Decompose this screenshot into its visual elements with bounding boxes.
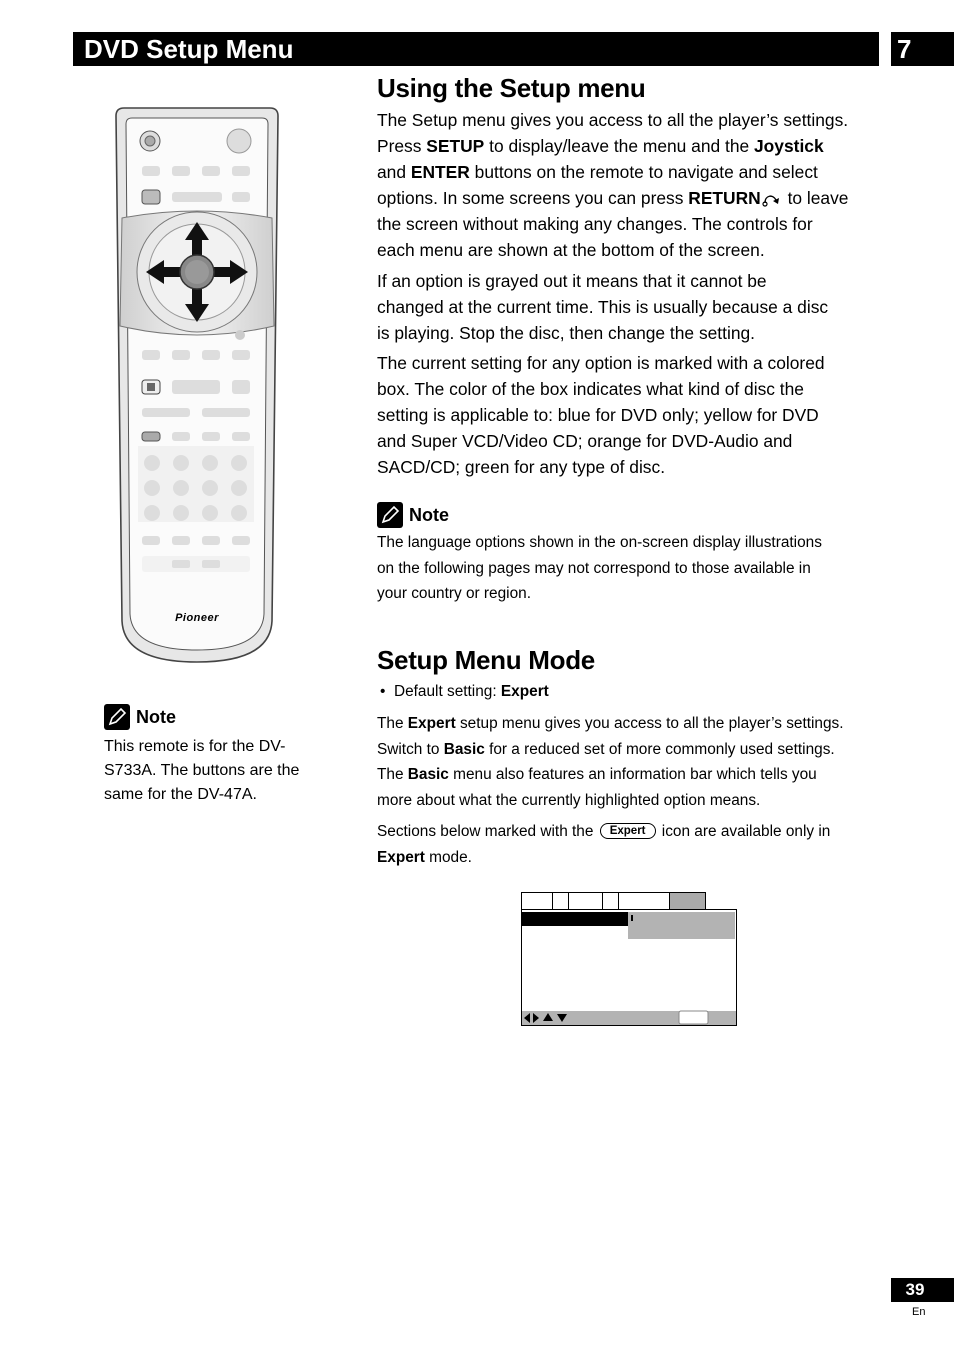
basic-term: Basic <box>407 766 449 783</box>
text-line: and Super VCD/Video CD; orange for DVD-Audio and <box>377 431 793 451</box>
setup-mode-paragraph-2 <box>377 819 887 870</box>
left-note-text <box>104 735 299 807</box>
bullet: • <box>380 683 394 700</box>
right-note-text <box>377 530 877 607</box>
expert-term: Expert <box>377 848 425 866</box>
text-span: Switch to <box>377 740 444 758</box>
text-span: setup menu gives you access to all the player’s settings. <box>455 715 844 732</box>
using-setup-paragraph-3 <box>377 350 887 480</box>
text-line: each menu are shown at the bottom of the screen. <box>377 240 765 260</box>
note-line: The language options shown in the on-screen display illustrations <box>377 534 822 551</box>
text-line: setting is applicable to: blue for DVD only; yellow for DVD <box>377 405 819 425</box>
return-arrow-icon <box>761 191 783 207</box>
text-line <box>377 185 887 211</box>
osd-setup-screen-illustration <box>521 892 737 1026</box>
section-heading-using-setup: Using the Setup menu <box>377 73 646 103</box>
joystick-key-label: Joystick <box>754 136 824 156</box>
chapter-number: 7 <box>897 34 912 64</box>
setup-key-label: SETUP <box>426 136 485 156</box>
text-line <box>377 845 887 871</box>
note-label: Note <box>409 504 449 525</box>
page-number-box <box>891 1278 954 1302</box>
header-bar <box>73 32 879 66</box>
text-line <box>377 819 887 845</box>
text-span: Default setting: <box>393 683 501 700</box>
text-span: buttons on the remote to navigate and select <box>469 162 818 182</box>
text-line <box>377 762 887 788</box>
text-span: options. In some screens you can press <box>377 188 689 208</box>
text-line <box>377 737 887 763</box>
text-span: to display/leave the menu and the <box>484 136 755 156</box>
text-span: The <box>377 766 408 783</box>
note-line: on the following pages may not correspond to those available in <box>377 559 811 577</box>
text-line: The current setting for any option is marked with a colored <box>377 353 825 373</box>
note-line: This remote is for the DV- <box>104 738 286 755</box>
text-line: If an option is grayed out it means that it cannot be <box>377 271 767 291</box>
page-title: DVD Setup Menu <box>84 34 294 64</box>
language-code: En <box>912 1306 926 1318</box>
text-line: more about what the currently highlighted option means. <box>377 791 761 809</box>
pencil-note-icon <box>377 502 403 528</box>
return-key-label: RETURN <box>688 188 761 208</box>
note-label: Note <box>136 706 176 727</box>
text-span: menu also features an information bar which tells you <box>448 766 817 783</box>
chapter-tab <box>891 32 954 66</box>
page-number: 39 <box>905 1280 925 1299</box>
text-line: the screen without making any changes. The controls for <box>377 214 813 234</box>
expert-term: Expert <box>407 715 456 732</box>
text-span: mode. <box>424 848 472 866</box>
note-line: S733A. The buttons are the <box>104 762 300 779</box>
expert-badge-icon: Expert <box>600 823 656 839</box>
text-span: to leave <box>782 188 849 208</box>
note-line: your country or region. <box>377 585 531 602</box>
remote-brand-logo: Pioneer <box>175 612 219 624</box>
text-line <box>377 159 887 185</box>
text-span: Press <box>377 136 427 156</box>
right-note-heading <box>377 502 449 528</box>
text-span: icon are available only in <box>657 823 831 840</box>
text-span: and <box>377 162 411 182</box>
text-span: Sections below marked with the <box>377 823 598 840</box>
setup-mode-paragraph-1 <box>377 711 887 813</box>
text-span: for a reduced set of more commonly used settings. <box>484 740 835 758</box>
basic-term: Basic <box>443 740 485 758</box>
text-line: changed at the current time. This is usually because a disc <box>377 297 829 317</box>
default-value: Expert <box>500 683 549 700</box>
section-heading-setup-mode: Setup Menu Mode <box>377 645 595 675</box>
text-line <box>377 133 887 159</box>
text-span: The <box>377 715 408 732</box>
note-line: same for the DV-47A. <box>104 786 257 803</box>
text-line: The Setup menu gives you access to all the player’s settings. <box>377 110 849 130</box>
remote-control-illustration <box>112 106 282 668</box>
text-line <box>377 711 887 737</box>
using-setup-paragraph-1 <box>377 107 887 263</box>
text-line: is playing. Stop the disc, then change the setting. <box>377 323 756 343</box>
text-line: box. The color of the box indicates what kind of disc the <box>377 379 804 399</box>
enter-key-label: ENTER <box>410 162 470 182</box>
text-line: SACD/CD; green for any type of disc. <box>377 457 666 477</box>
default-setting-bullet <box>380 679 549 705</box>
pencil-note-icon <box>104 704 130 730</box>
using-setup-paragraph-2 <box>377 268 887 346</box>
left-note-heading <box>104 704 176 730</box>
